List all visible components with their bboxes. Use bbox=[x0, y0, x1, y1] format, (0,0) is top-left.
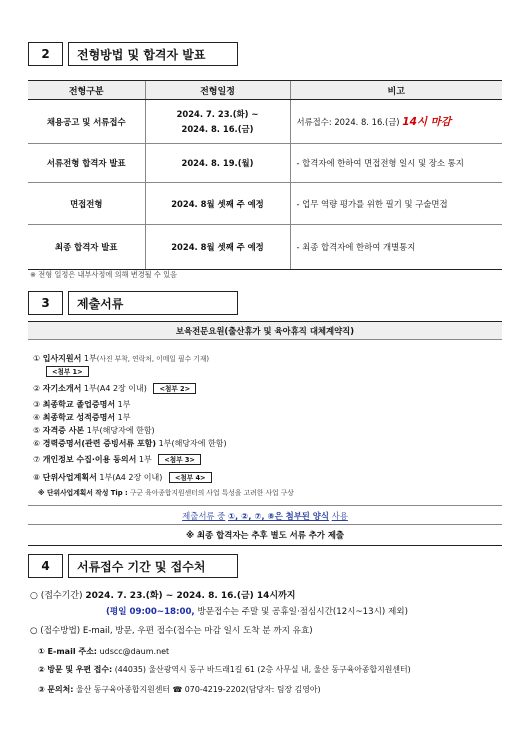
item-detail: 1부(해당자에 한함) bbox=[86, 426, 155, 435]
item-number: ② bbox=[33, 384, 41, 393]
item-number: ① bbox=[33, 354, 41, 363]
method-label: ○ (접수방법) bbox=[30, 626, 81, 636]
item-name: 입사지원서 bbox=[42, 354, 82, 363]
documents-header: 보육전문요원(출산휴가 및 육아휴직 대체계약직) bbox=[28, 322, 502, 340]
apply-period bbox=[30, 588, 296, 601]
schedule-table bbox=[28, 80, 502, 270]
item-number: ⑧ bbox=[33, 473, 41, 482]
doc-item-1 bbox=[33, 353, 209, 364]
doc-item-4 bbox=[33, 412, 130, 423]
section-2-number: 2 bbox=[28, 42, 63, 66]
form-note bbox=[28, 510, 502, 522]
item-detail: 1부 bbox=[117, 413, 131, 422]
section-3-title: 제출서류 bbox=[68, 291, 238, 315]
date-cell: 2024. 8월 셋째 주 예정 bbox=[145, 183, 290, 225]
item-number: ③ bbox=[33, 400, 41, 409]
item-detail: 1부 bbox=[83, 354, 97, 363]
item-detail: 1부(A4 2장 이내) bbox=[99, 473, 163, 482]
doc-item-6 bbox=[33, 438, 227, 449]
contact-label: ③ 문의처: bbox=[38, 685, 74, 694]
attachment-tag: <첨부 3> bbox=[158, 454, 201, 465]
col-header-note: 비고 bbox=[290, 81, 502, 100]
date-cell bbox=[145, 100, 290, 144]
item-sub: (사진 부착, 연락처, 이메일 필수 기재) bbox=[96, 355, 210, 363]
table-row bbox=[28, 100, 502, 144]
attachment-tag: <첨부 4> bbox=[169, 472, 212, 483]
note-cell: - 최종 합격자에 한하여 개별통지 bbox=[290, 225, 502, 270]
col-header-stage: 전형구분 bbox=[28, 81, 145, 100]
visit-label: ② 방문 및 우편 접수: bbox=[38, 665, 113, 674]
item-name: 자기소개서 bbox=[42, 384, 82, 393]
doc-item-7 bbox=[33, 454, 201, 465]
note-cell bbox=[290, 100, 502, 144]
item-number: ⑦ bbox=[33, 455, 41, 464]
item-detail: 1부 bbox=[138, 455, 152, 464]
item-detail: 1부(해당자에 한함) bbox=[158, 439, 227, 448]
item-name: 단위사업계획서 bbox=[42, 473, 97, 482]
final-note: ※ 최종 합격자는 추후 별도 서류 추가 제출 bbox=[186, 530, 344, 540]
schedule-footnote: ※ 전형 일정은 내부사정에 의해 변경될 수 있음 bbox=[30, 270, 177, 279]
method-value: E-mail, 방문, 우편 접수(접수는 마감 일시 도착 분 까지 유효) bbox=[82, 626, 313, 636]
stage-cell: 서류전형 합격자 발표 bbox=[28, 144, 145, 183]
form-note-mid: ①, ②, ⑦, ⑧은 첨부된 양식 bbox=[227, 511, 329, 521]
contact-value: 울산 동구육아종합지원센터 ☎ 070-4219-2202(담당자: 팀장 김영아) bbox=[75, 685, 321, 694]
date-cell: 2024. 8월 셋째 주 예정 bbox=[145, 225, 290, 270]
date-cell: 2024. 8. 19.(월) bbox=[145, 144, 290, 183]
item-number: ⑥ bbox=[33, 439, 41, 448]
form-note-post: 사용 bbox=[331, 511, 348, 521]
apply-hours bbox=[106, 605, 408, 617]
section-3-number: 3 bbox=[28, 291, 63, 315]
section-4-title: 서류접수 기간 및 접수처 bbox=[68, 554, 238, 578]
form-note-pre: 제출서류 중 bbox=[182, 511, 226, 521]
table-row bbox=[28, 225, 502, 270]
tip-label: ※ 단위사업계획서 작성 Tip : bbox=[38, 489, 128, 497]
stage-cell: 면접전형 bbox=[28, 183, 145, 225]
divider bbox=[28, 524, 502, 525]
item-name: 최종학교 졸업증명서 bbox=[42, 400, 116, 409]
col-header-date: 전형일정 bbox=[145, 81, 290, 100]
section-4-number: 4 bbox=[28, 554, 63, 578]
attachment-tag: <첨부 1> bbox=[46, 366, 89, 377]
note-cell: - 업무 역량 평가를 위한 필기 및 구술면접 bbox=[290, 183, 502, 225]
divider bbox=[28, 505, 502, 506]
email-line bbox=[38, 646, 169, 657]
doc-item-5 bbox=[33, 425, 155, 436]
doc-item-1-attachment bbox=[46, 366, 89, 377]
item-name: 개인정보 수집·이용 동의서 bbox=[42, 455, 137, 464]
period-label: ○ (접수기간) bbox=[30, 591, 83, 601]
item-name: 자격증 사본 bbox=[42, 426, 85, 435]
stage-cell: 채용공고 및 서류접수 bbox=[28, 100, 145, 144]
doc-item-2 bbox=[33, 383, 196, 394]
email-label: ① E-mail 주소: bbox=[38, 647, 98, 656]
deadline-highlight: 14시 마감 bbox=[402, 116, 451, 128]
table-header-row bbox=[28, 81, 502, 100]
documents-box bbox=[28, 321, 502, 546]
period-value: 2024. 7. 23.(화) ~ 2024. 8. 16.(금) 14시까지 bbox=[85, 591, 296, 601]
email-address[interactable]: udscc@daum.net bbox=[99, 647, 170, 656]
stage-cell: 최종 합격자 발표 bbox=[28, 225, 145, 270]
table-row bbox=[28, 183, 502, 225]
date-line-2: 2024. 8. 16.(금) bbox=[181, 124, 254, 134]
note-cell: - 합격자에 한하여 면접전형 일시 및 장소 통지 bbox=[290, 144, 502, 183]
doc-item-8 bbox=[33, 472, 212, 483]
contact-line bbox=[38, 684, 321, 695]
note-text: 서류접수: 2024. 8. 16.(금) bbox=[296, 117, 400, 127]
hours-weekday: (평일 09:00~18:00, bbox=[106, 607, 195, 617]
table-row bbox=[28, 144, 502, 183]
doc-item-3 bbox=[33, 399, 130, 410]
item-detail: 1부(A4 2장 이내) bbox=[83, 384, 147, 393]
date-line-1: 2024. 7. 23.(화) ~ bbox=[176, 109, 259, 119]
item-number: ⑤ bbox=[33, 426, 41, 435]
item-detail: 1부 bbox=[117, 400, 131, 409]
plan-tip bbox=[38, 487, 294, 497]
item-name: 경력증명서(관련 증빙서류 포함) bbox=[42, 439, 157, 448]
attachment-tag: <첨부 2> bbox=[153, 383, 196, 394]
visit-line bbox=[38, 664, 411, 675]
item-name: 최종학교 성적증명서 bbox=[42, 413, 116, 422]
item-number: ④ bbox=[33, 413, 41, 422]
section-2-title: 전형방법 및 합격자 발표 bbox=[68, 42, 238, 66]
visit-address: (44035) 울산광역시 동구 바드래1길 61 (2층 사무실 내, 울산 동구육아종합지원센터) bbox=[114, 665, 411, 674]
hours-exception: 방문접수는 주말 및 공휴일·점심시간(12시~13시) 제외) bbox=[197, 607, 408, 617]
tip-text: 구군 육아종합지원센터의 사업 특성을 고려한 사업 구상 bbox=[129, 489, 294, 497]
apply-method bbox=[30, 624, 313, 636]
